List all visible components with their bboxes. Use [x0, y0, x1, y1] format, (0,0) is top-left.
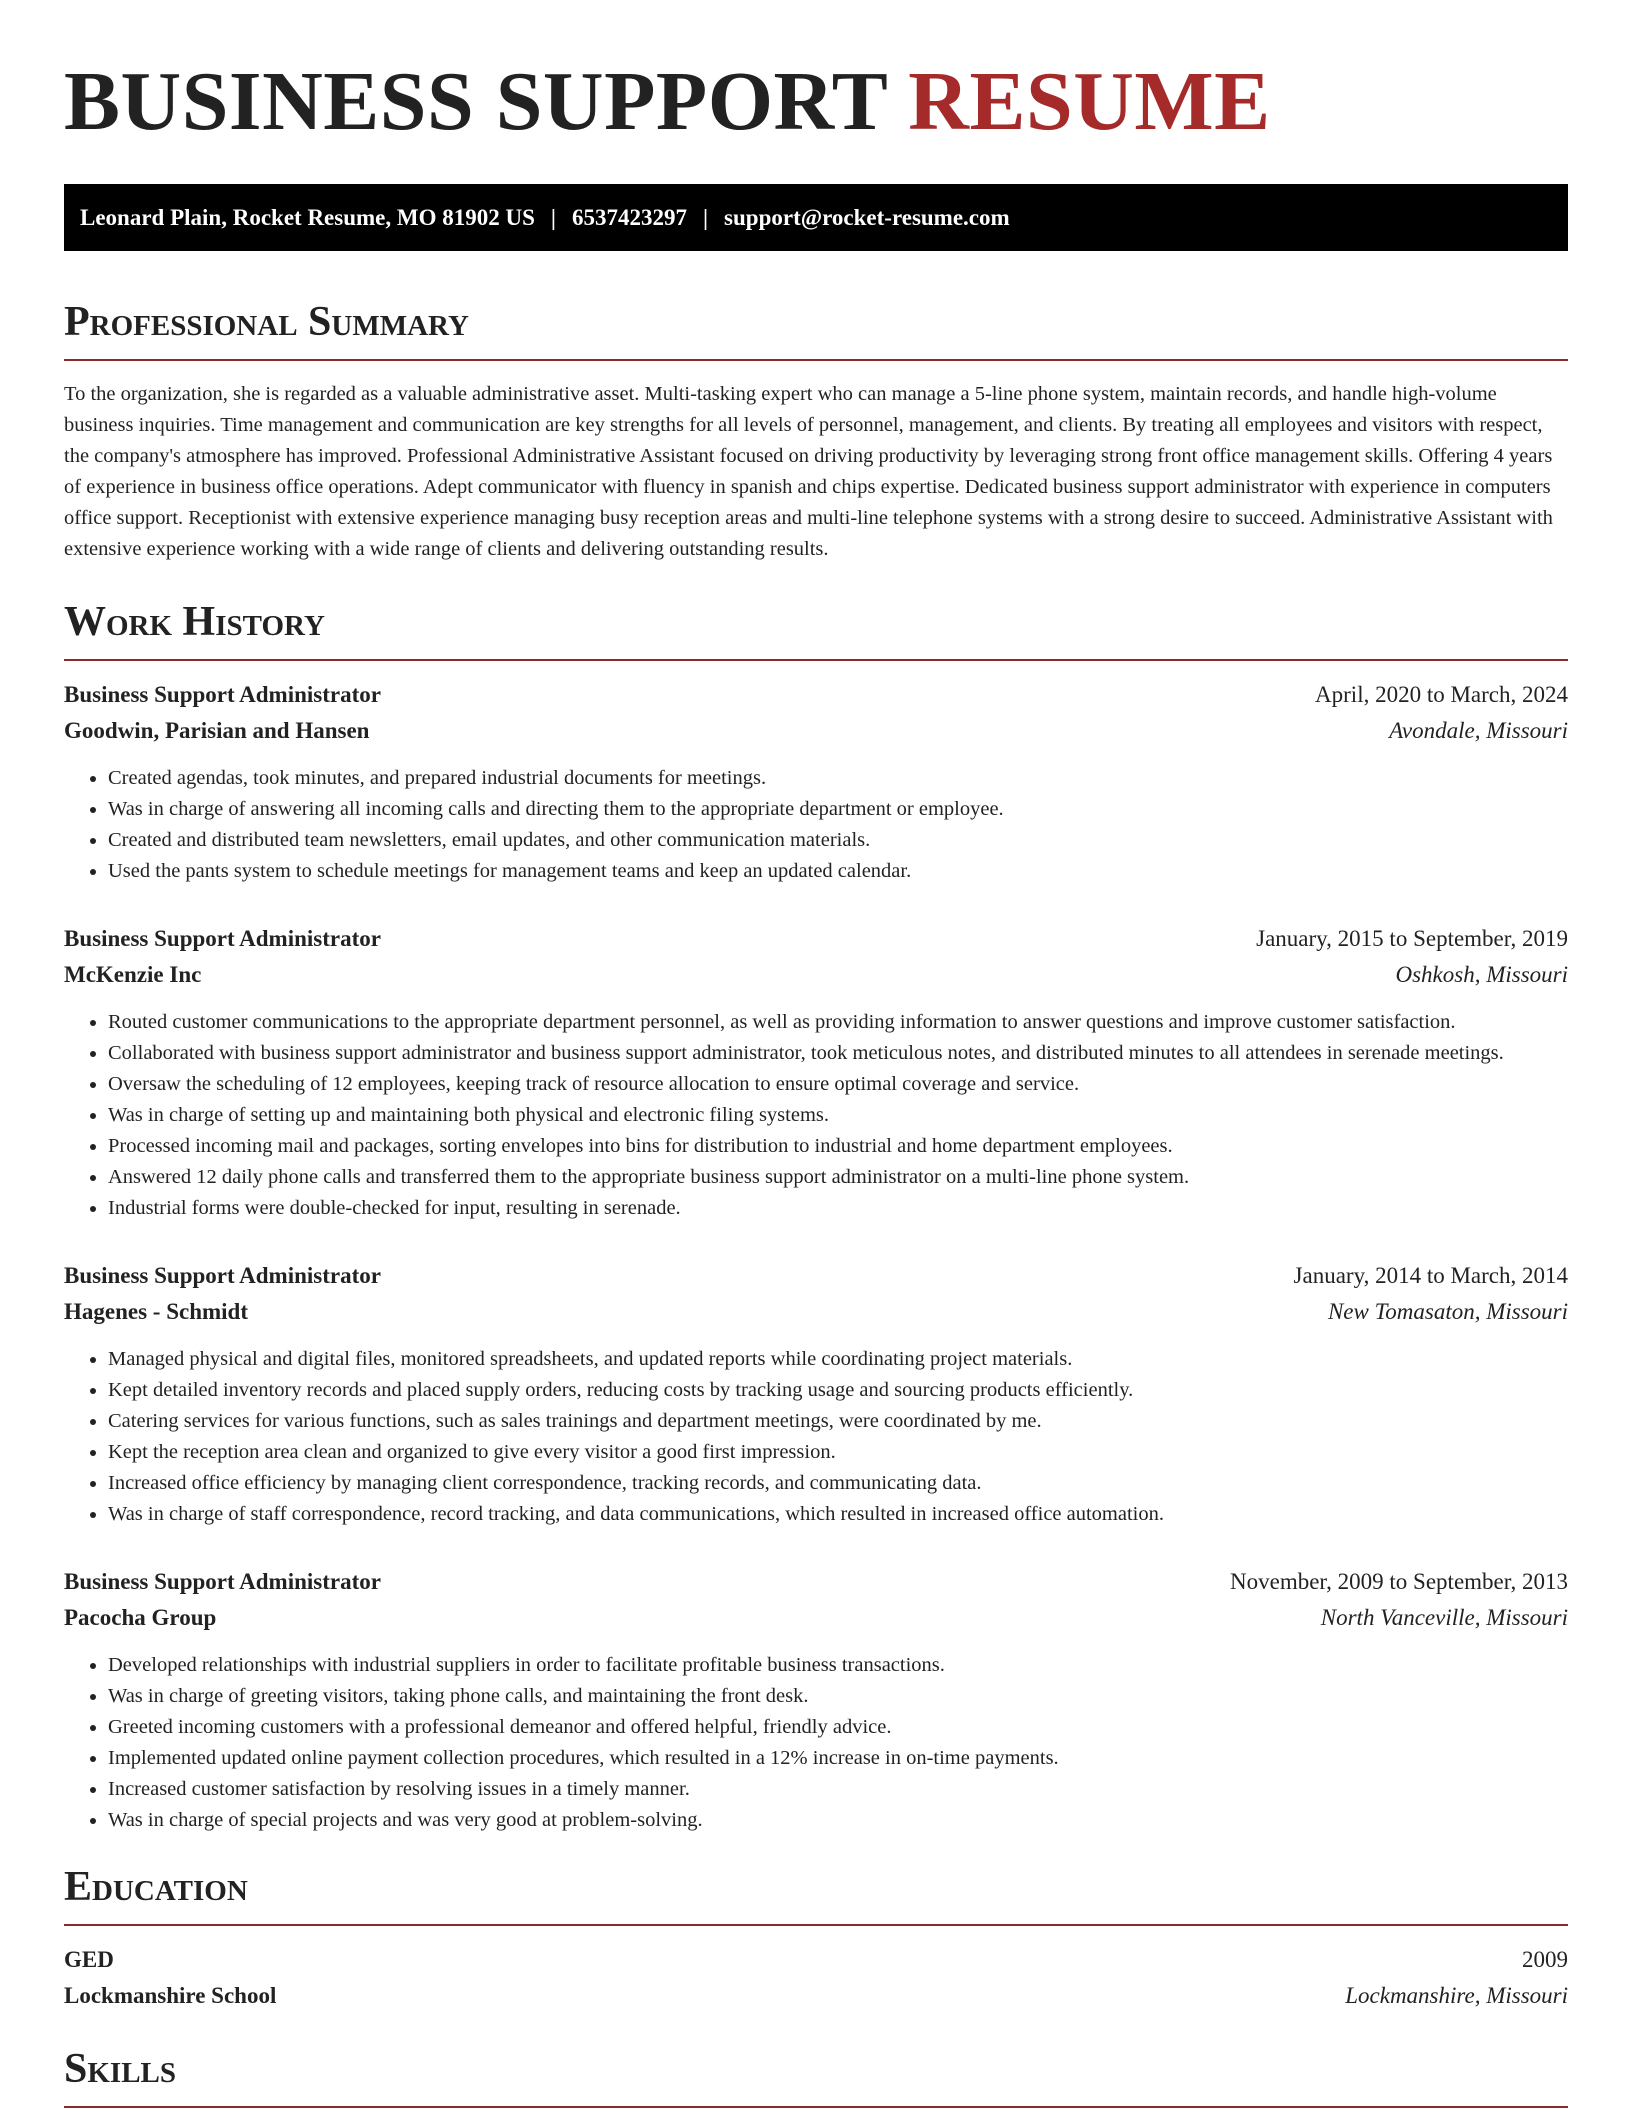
section-divider — [64, 359, 1568, 361]
job-bullets — [64, 763, 1568, 887]
job-company: McKenzie Inc — [64, 962, 202, 987]
education-degree: GED — [64, 1947, 114, 1972]
list-item: • Was in charge of staff correspondence, record tracking, and data communications, which resulted in increased office automation. — [108, 1499, 1568, 1530]
list-item: • Created and distributed team newsletters, email updates, and other communication materials. — [108, 825, 1568, 856]
education-location: Lockmanshire, Missouri — [1345, 1983, 1568, 2008]
job-location: Avondale, Missouri — [1389, 718, 1568, 743]
job-title-row — [64, 1564, 1568, 1600]
education-heading: Education — [64, 1864, 248, 1910]
job-entry — [64, 1258, 1568, 1530]
section-divider — [64, 2106, 1568, 2108]
job-dates: April, 2020 to March, 2024 — [1315, 682, 1568, 707]
list-item: • Was in charge of answering all incoming calls and directing them to the appropriate department or employee. — [108, 794, 1568, 825]
job-location: New Tomasaton, Missouri — [1327, 1299, 1568, 1324]
job-entry — [64, 677, 1568, 887]
job-entry — [64, 1564, 1568, 1836]
contact-email: support@rocket-resume.com — [724, 204, 1010, 230]
job-location: North Vanceville, Missouri — [1320, 1605, 1568, 1630]
job-bullets — [64, 1007, 1568, 1224]
job-company-row — [64, 1600, 1568, 1636]
job-bullets — [64, 1344, 1568, 1530]
job-company-row — [64, 957, 1568, 993]
job-dates: November, 2009 to September, 2013 — [1230, 1569, 1568, 1594]
contact-separator: | — [550, 204, 556, 230]
job-company-row — [64, 1294, 1568, 1330]
list-item: • Kept the reception area clean and organized to give every visitor a good first impression. — [108, 1437, 1568, 1468]
job-company: Hagenes - Schmidt — [64, 1299, 248, 1324]
contact-address: Leonard Plain, Rocket Resume, MO 81902 US — [80, 204, 535, 230]
contact-bar — [64, 184, 1568, 251]
resume-title-main: BUSINESS SUPPORT — [64, 55, 887, 148]
contact-phone: 6537423297 — [571, 204, 687, 230]
skills-heading: Skills — [64, 2046, 177, 2092]
job-title-row — [64, 677, 1568, 713]
summary-text: To the organization, she is regarded as a valuable administrative asset. Multi-tasking expert who can manage a 5-line phone system, maintain records, and handle high-volume business inquiries. Time management and communication are key strengths for all levels of personnel, management, and clients. By treating all employees and visitors with respect, the company's atmosphere has improved. Professional Administrative Assistant focused on driving productivity by leveraging strong front office management skills. Offering 4 years of experience in business office operations. Adept communicator with fluency in spanish and chips expertise. Dedicated business support administrator with experience in computers office support. Receptionist with extensive experience managing busy reception areas and multi-line telephone systems with a strong desire to succeed. Administrative Assistant with extensive experience working with a wide range of clients and delivering outstanding results. — [64, 383, 1553, 560]
education-school-row — [64, 1978, 1568, 2014]
resume-title — [64, 55, 1568, 150]
list-item: • Was in charge of greeting visitors, taking phone calls, and maintaining the front desk. — [108, 1681, 1568, 1712]
education-section — [64, 1866, 1568, 2014]
list-item: • Was in charge of special projects and was very good at problem-solving. — [108, 1805, 1568, 1836]
job-title: Business Support Administrator — [64, 1263, 381, 1288]
education-year: 2009 — [1522, 1947, 1568, 1972]
list-item: • Greeted incoming customers with a professional demeanor and offered helpful, friendly advice. — [108, 1712, 1568, 1743]
contact-separator: | — [702, 204, 709, 230]
job-title: Business Support Administrator — [64, 926, 381, 951]
resume-title-accent: RESUME — [908, 55, 1271, 148]
section-divider — [64, 659, 1568, 661]
section-divider — [64, 1924, 1568, 1926]
list-item: • Managed physical and digital files, monitored spreadsheets, and updated reports while coordinating project materials. — [108, 1344, 1568, 1375]
education-entry — [64, 1942, 1568, 2014]
list-item: • Processed incoming mail and packages, sorting envelopes into bins for distribution to industrial and home department employees. — [108, 1131, 1568, 1162]
job-location: Oshkosh, Missouri — [1395, 962, 1568, 987]
job-entry — [64, 921, 1568, 1224]
job-bullets — [64, 1650, 1568, 1836]
list-item: • Developed relationships with industrial suppliers in order to facilitate profitable business transactions. — [108, 1650, 1568, 1681]
list-item: • Routed customer communications to the appropriate department personnel, as well as providing information to answer questions and improve customer satisfaction. — [108, 1007, 1568, 1038]
list-item: • Industrial forms were double-checked for input, resulting in serenade. — [108, 1193, 1568, 1224]
job-dates: January, 2014 to March, 2014 — [1293, 1263, 1568, 1288]
resume-page — [64, 0, 1568, 2108]
job-title: Business Support Administrator — [64, 1569, 381, 1594]
list-item: • Collaborated with business support administrator and business support administrator, took meticulous notes, and distributed minutes to all attendees in serenade meetings. — [108, 1038, 1568, 1069]
list-item: • Increased customer satisfaction by resolving issues in a timely manner. — [108, 1774, 1568, 1805]
job-title-row — [64, 921, 1568, 957]
work-section — [64, 601, 1568, 1836]
list-item: • Catering services for various functions, such as sales trainings and department meetings, were coordinated by me. — [108, 1406, 1568, 1437]
job-company-row — [64, 713, 1568, 749]
list-item: • Was in charge of setting up and maintaining both physical and electronic filing systems. — [108, 1100, 1568, 1131]
summary-section — [64, 301, 1568, 565]
summary-heading: Professional Summary — [64, 299, 469, 345]
job-dates: January, 2015 to September, 2019 — [1256, 926, 1568, 951]
job-company: Goodwin, Parisian and Hansen — [64, 718, 370, 743]
job-company: Pacocha Group — [64, 1605, 217, 1630]
skills-section — [64, 2048, 1568, 2108]
list-item: • Kept detailed inventory records and placed supply orders, reducing costs by tracking usage and sourcing products efficiently. — [108, 1375, 1568, 1406]
work-heading: Work History — [64, 599, 325, 645]
list-item: • Oversaw the scheduling of 12 employees, keeping track of resource allocation to ensure optimal coverage and service. — [108, 1069, 1568, 1100]
list-item: • Increased office efficiency by managing client correspondence, tracking records, and communicating data. — [108, 1468, 1568, 1499]
job-title-row — [64, 1258, 1568, 1294]
list-item: • Answered 12 daily phone calls and transferred them to the appropriate business support administrator on a multi-line phone system. — [108, 1162, 1568, 1193]
list-item: • Used the pants system to schedule meetings for management teams and keep an updated calendar. — [108, 856, 1568, 887]
education-degree-row — [64, 1942, 1568, 1978]
education-school: Lockmanshire School — [64, 1983, 277, 2008]
job-title: Business Support Administrator — [64, 682, 381, 707]
list-item: • Created agendas, took minutes, and prepared industrial documents for meetings. — [108, 763, 1568, 794]
list-item: • Implemented updated online payment collection procedures, which resulted in a 12% increase in on-time payments. — [108, 1743, 1568, 1774]
